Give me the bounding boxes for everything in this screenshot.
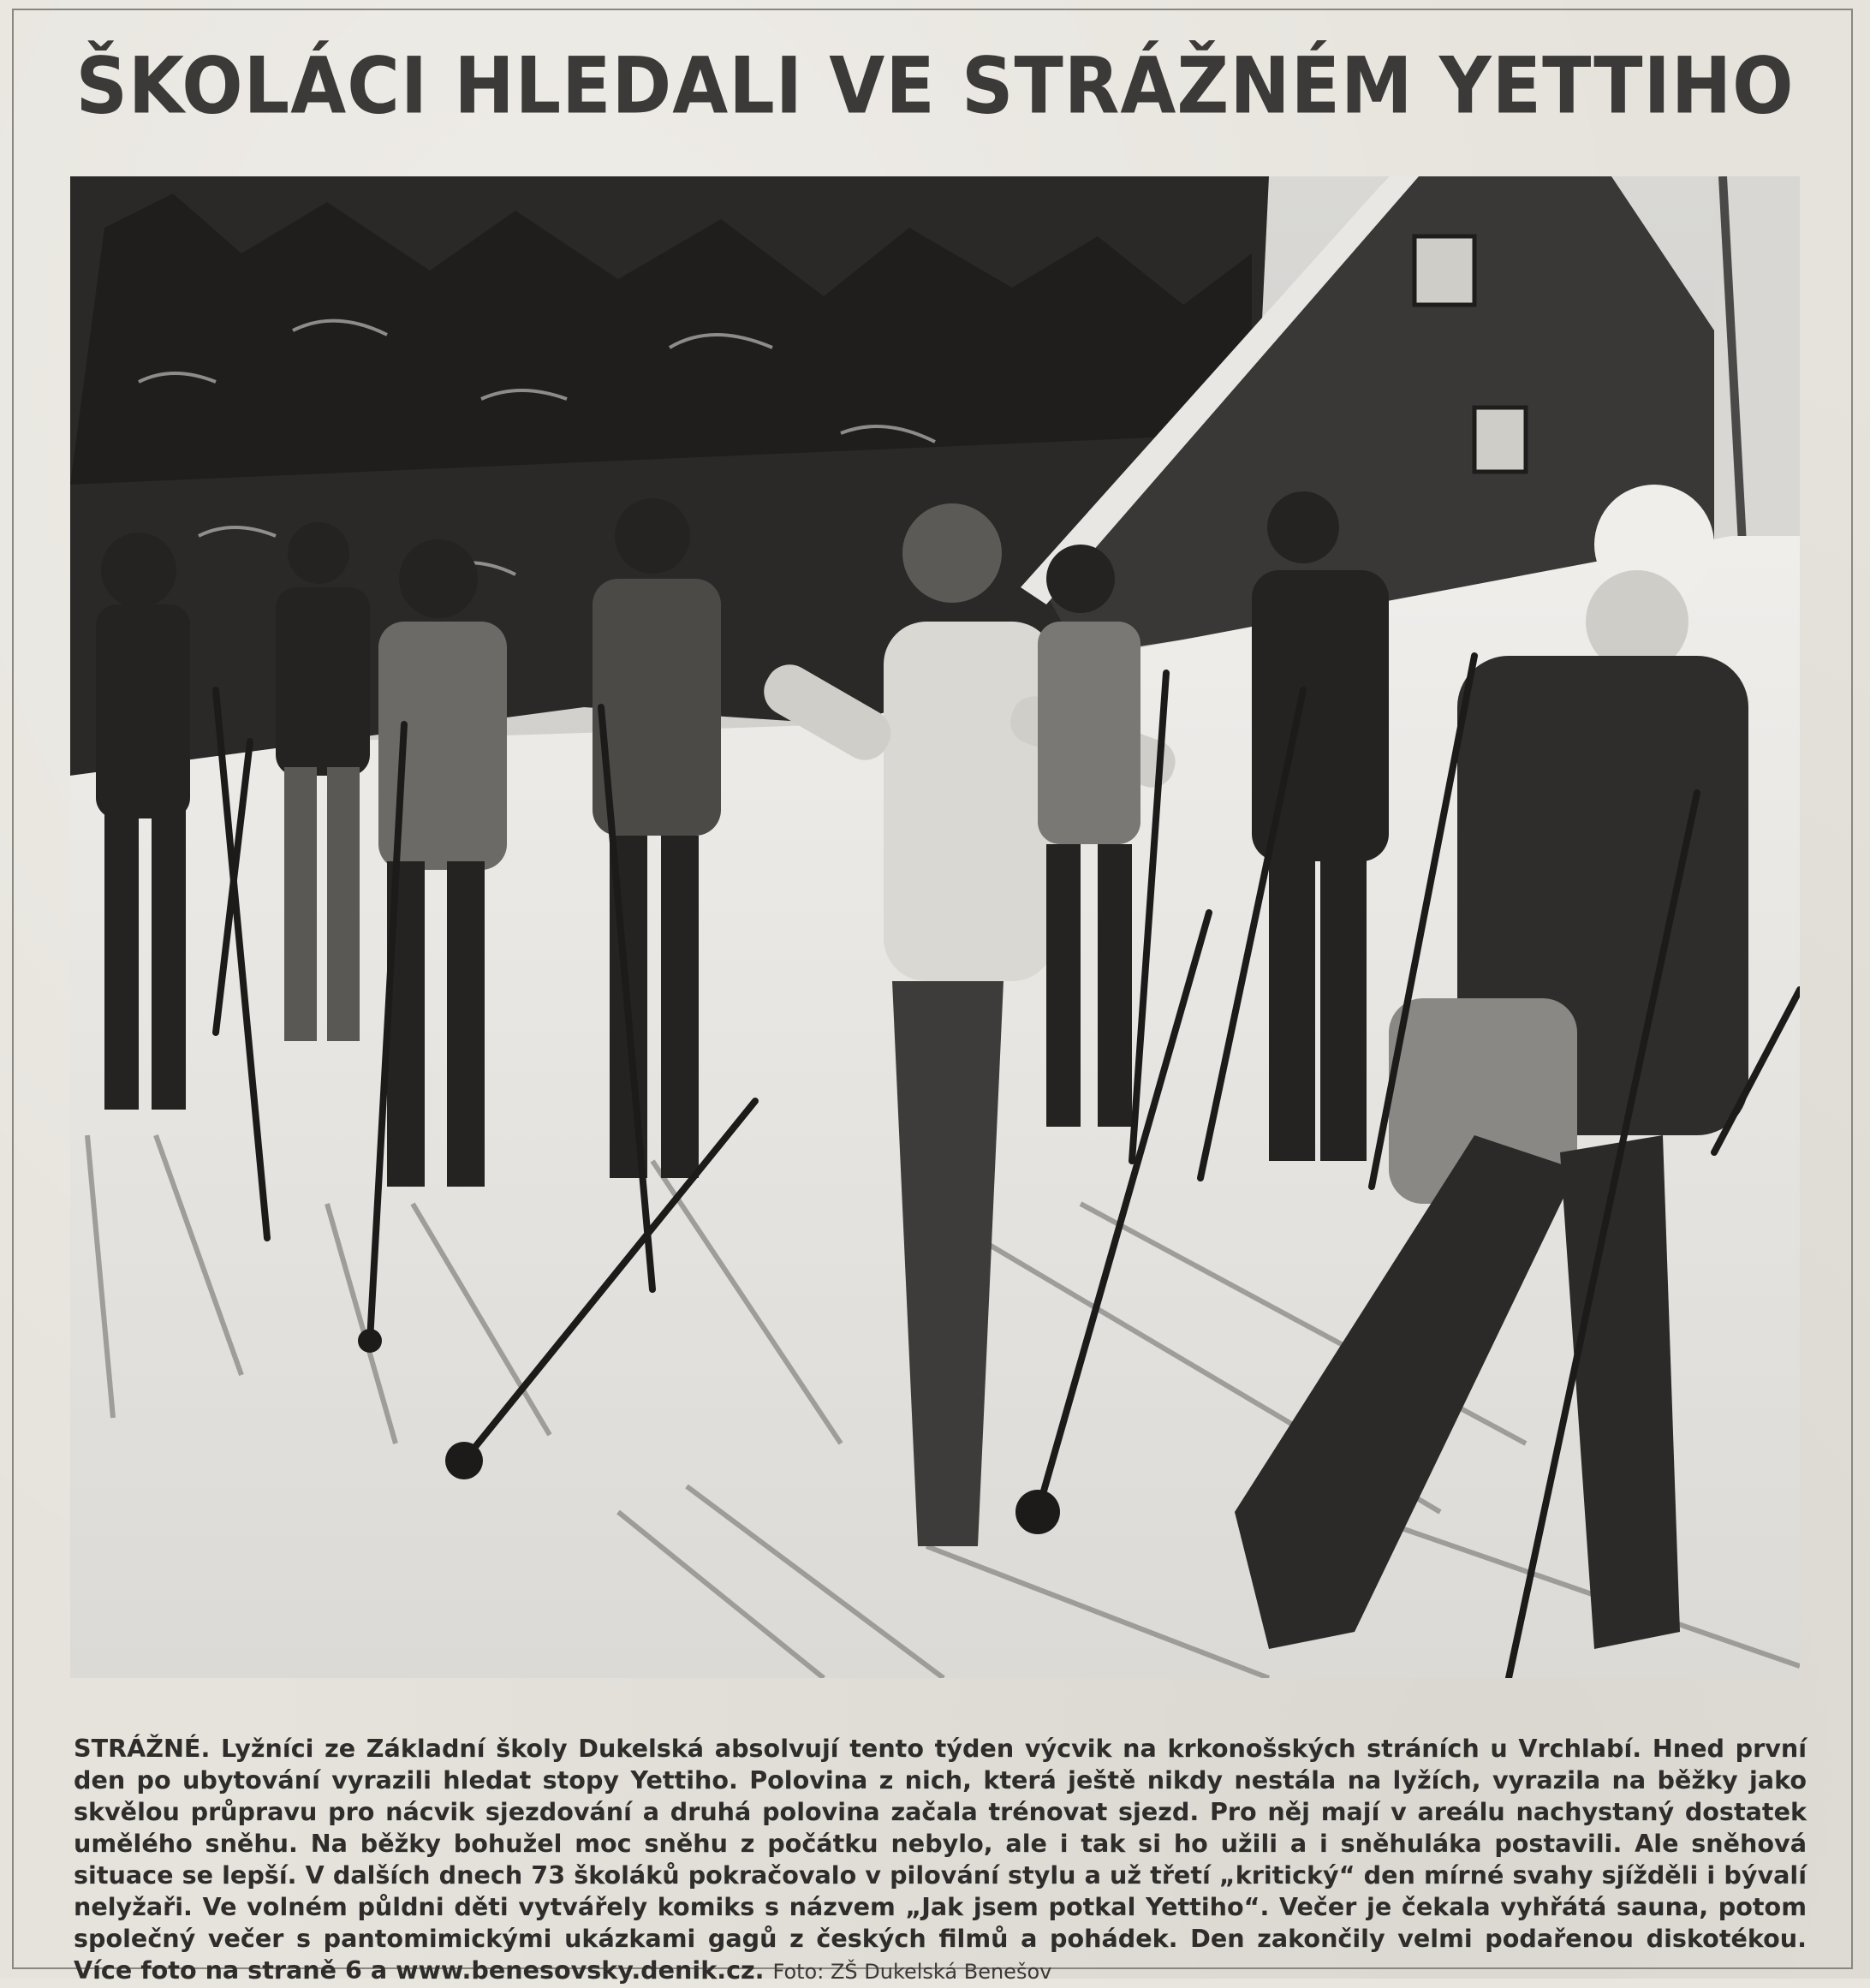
caption-text: Lyžníci ze Základní školy Dukelská absolvují tento týden výcvik na krkonošských stráních u Vrchlabí. Hned první den po ubytování vyrazili hledat stopy Yettiho. Polovina z nich, která ještě nikdy nestála na lyžích, vyrazila na běžky jako skvělou průpravu pro nácvik sjezdování a druhá polovina začala trénovat sjezd. Pro něj mají v areálu nachystaný dostatek umělého sněhu. Na běžky bohužel moc sněhu z počátku nebylo, ale i tak si ho užili a i sněhuláka postavili. Ale sněhová situace se lepší. V dalších dnech 73 školáků pokračovalo v pilování stylu a už třetí „kritický“ den mírné svahy sjížděli i bývalí nelyžaři. Ve volném půldni děti vytvářely komiks s názvem „Jak jsem potkal Yettiho“. Večer je čekala vyhřátá sauna, potom společný večer s pantomimickými ukázkami gagů z českých filmů a pohádek. Den zakončily velmi podařenou diskotékou. Více foto na straně 6 a www.benesovsky.denik.cz. [74,1734,1807,1985]
photo-credit: Foto: ZŠ Dukelská Benešov [772,1960,1052,1984]
photo-caption [74,1733,1807,1988]
headline: ŠKOLÁCI HLEDALI VE STRÁŽNÉM YETTIHO [75,40,1795,131]
ski-group-photo [70,176,1800,1678]
photo-illustration [70,176,1800,1678]
caption-place: STRÁŽNÉ. [74,1734,211,1763]
